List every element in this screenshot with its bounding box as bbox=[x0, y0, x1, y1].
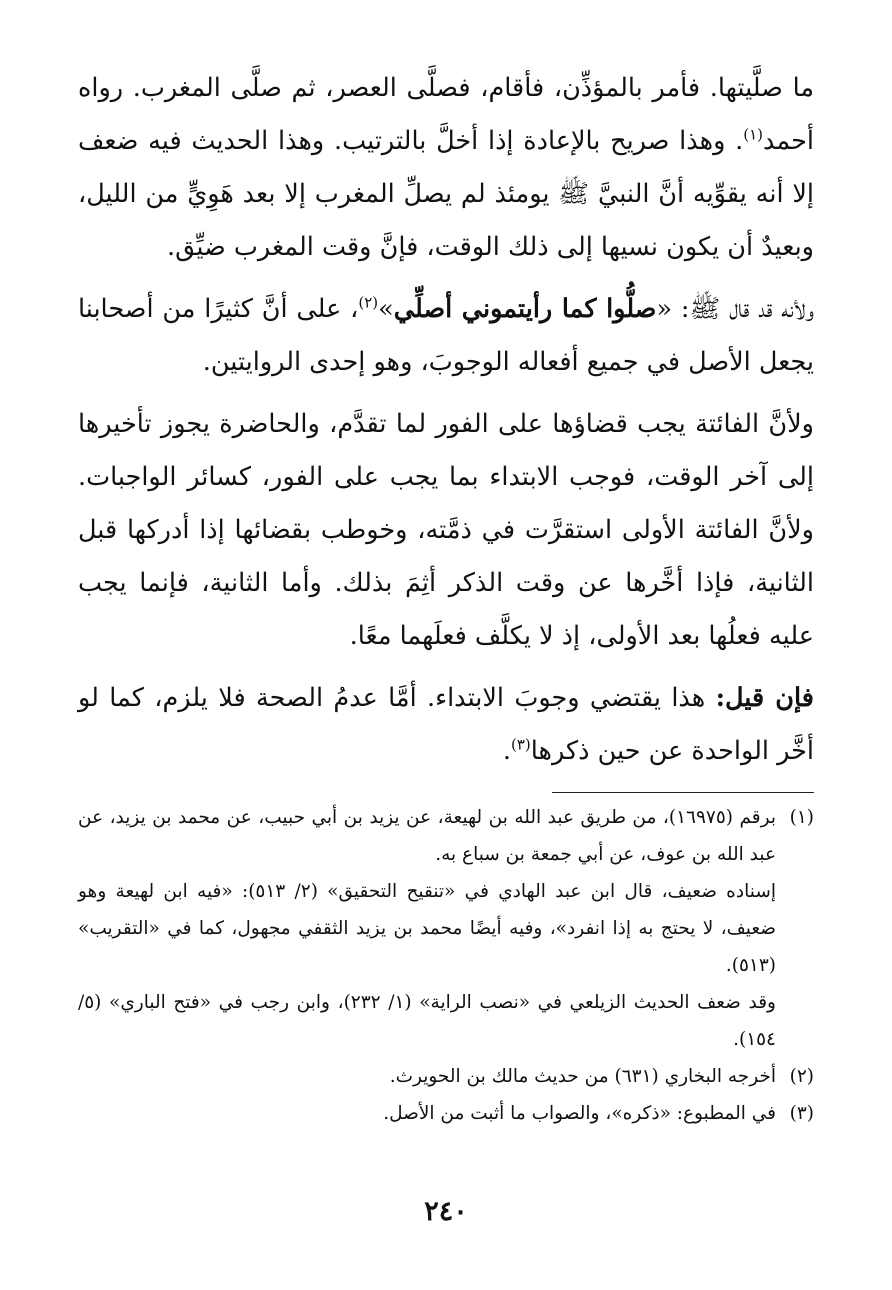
footnote-3-text: في المطبوع: «ذكره»، والصواب ما أثبت من الأصل. bbox=[383, 1103, 776, 1124]
footnote-1-weakened-by: وقد ضعف الحديث الزيلعي في «نصب الراية» (١/ ٢٣٢)، وابن رجب في «فتح الباري» (٥/ ١٥٤). bbox=[78, 992, 776, 1050]
footnote-1-number: (١) bbox=[789, 807, 814, 828]
footnote-ref-1[interactable]: (١) bbox=[743, 125, 764, 144]
footnote-1-body bbox=[78, 799, 776, 1058]
paragraph-3-text: ولأنَّ الفائتة يجب قضاؤها على الفور لما تقدَّم، والحاضرة يجوز تأخيرها إلى آخر الوقت، فوجب الابتداء بما يجب على الفور، كسائر الواجبات. ولأنَّ الفائتة الأولى استقرَّت في ذمَّته، وخوطب بقضائها إذا أدركها قبل الثانية، فإذا أخَّرها عن وقت الذكر أثِمَ بذلك. وأما الثانية، فإنما يجب عليه فعلُها بعد الأولى، إذ لا يكلَّف فعلَهما معًا. bbox=[78, 409, 814, 651]
footnote-2-text: أخرجه البخاري (٦٣١) من حديث مالك بن الحويرث. bbox=[389, 1066, 776, 1087]
paragraph-2-pre: ولأنه قد قال ﷺ: « bbox=[656, 294, 815, 324]
paragraph-1 bbox=[78, 62, 814, 274]
page-number: ٢٤٠ bbox=[424, 1196, 468, 1227]
paragraph-2 bbox=[78, 283, 814, 389]
footnote-1 bbox=[78, 799, 814, 1058]
paragraph-2-rest: ، على أنَّ كثيرًا من أصحابنا يجعل الأصل في جميع أفعاله الوجوبَ، وهو إحدى الروايتين. bbox=[78, 294, 814, 377]
objection-lead: فإن قيل: bbox=[715, 683, 814, 713]
paragraph-4-end: . bbox=[502, 736, 511, 766]
footnote-2-number: (٢) bbox=[789, 1066, 814, 1087]
footnote-ref-2[interactable]: (٢) bbox=[358, 293, 379, 312]
paragraph-1-text: ما صلَّيتها. فأمر بالمؤذِّن، فأقام، فصلَّى العصر، ثم صلَّى المغرب. رواه أحمد bbox=[78, 73, 814, 156]
hadith-quote: صلُّوا كما رأيتموني أصلِّي bbox=[393, 294, 657, 324]
paragraph-1-rest: . وهذا صريح بالإعادة إذا أخلَّ بالترتيب. وهذا الحديث فيه ضعف إلا أنه يقوِّيه أنَّ النبيَّ ﷺ يومئذ لم يصلِّ المغرب إلا بعد هَوِيٍّ من الليل، وبعيدٌ أن يكون نسيها إلى ذلك الوقت، فإنَّ وقت المغرب ضيِّق. bbox=[78, 126, 814, 262]
footnotes bbox=[78, 799, 814, 1132]
paragraph-3 bbox=[78, 398, 814, 663]
footnote-1-grading: إسناده ضعيف، قال ابن عبد الهادي في «تنقيح التحقيق» (٢/ ٥١٣): «فيه ابن لهيعة وهو ضعيف، لا يحتج به إذا انفرد»، وفيه أيضًا محمد بن يزيد الثقفي مجهول، كما في «التقريب» (٥١٣). bbox=[78, 881, 776, 976]
paragraph-2-post: » bbox=[378, 294, 394, 324]
page-body bbox=[78, 62, 814, 1132]
footnote-separator bbox=[552, 792, 814, 793]
footnote-ref-3[interactable]: (٣) bbox=[510, 735, 531, 754]
footnote-3 bbox=[78, 1095, 814, 1132]
paragraph-4-text: هذا يقتضي وجوبَ الابتداء. أمَّا عدمُ الصحة فلا يلزم، كما لو أخَّر الواحدة عن حين ذكرها bbox=[78, 683, 814, 766]
footnote-1-source: برقم (١٦٩٧٥)، من طريق عبد الله بن لهيعة، عن يزيد بن أبي حبيب، عن محمد بن يزيد، عن عبد الله بن عوف، عن أبي جمعة بن سباع به. bbox=[78, 807, 776, 865]
paragraph-4 bbox=[78, 672, 814, 778]
footnote-3-number: (٣) bbox=[789, 1103, 814, 1124]
footnote-2 bbox=[78, 1058, 814, 1095]
